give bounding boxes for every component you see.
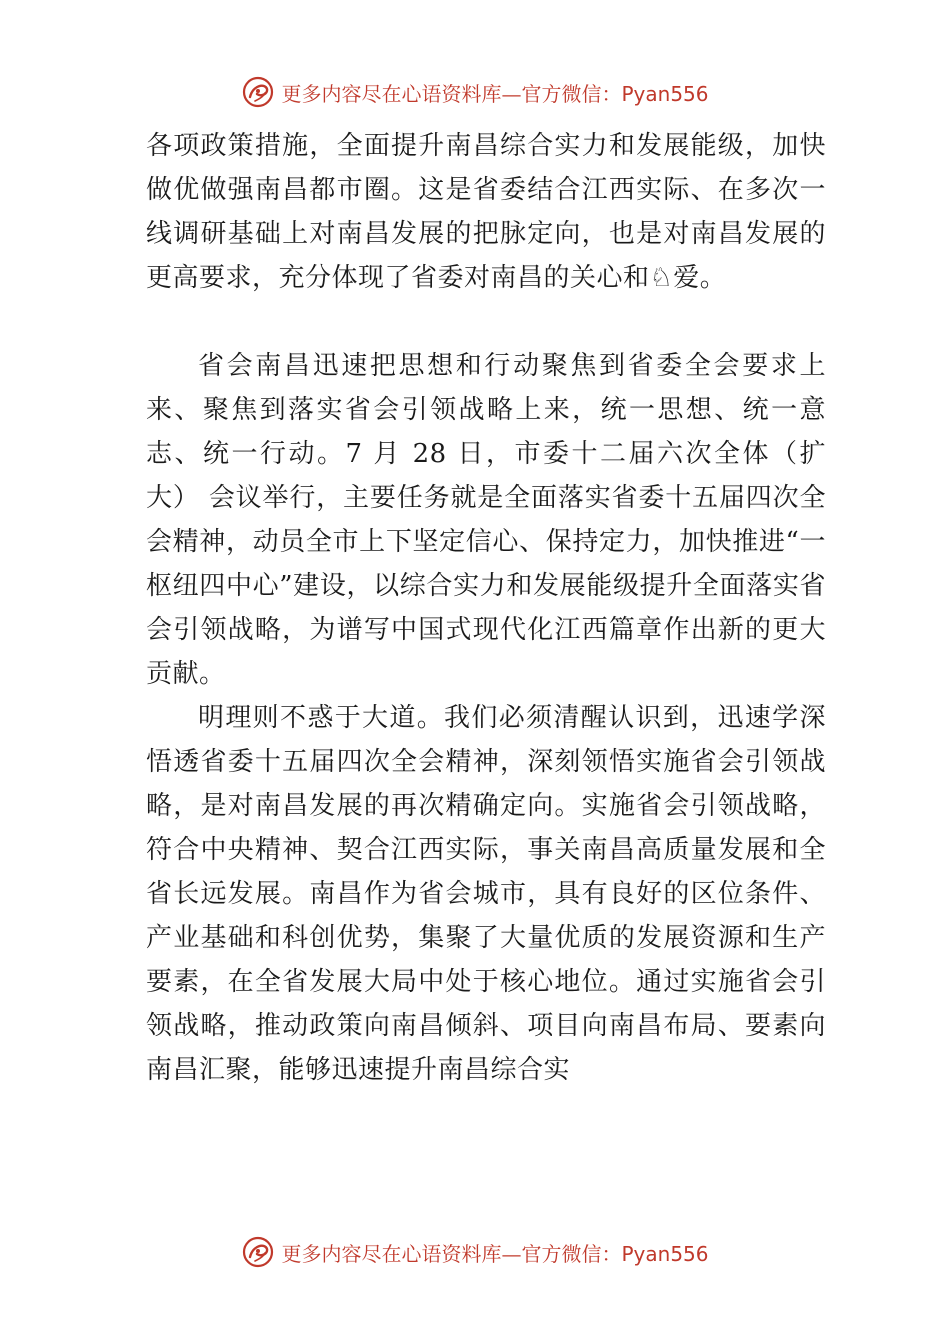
footer-wechat-id: Pyan556 xyxy=(621,1241,709,1266)
swirl-logo-icon xyxy=(241,1235,275,1269)
header-banner-text xyxy=(281,78,708,107)
paragraph-2: 省会南昌迅速把思想和行动聚焦到省委全会要求上来、聚焦到落实省会引领战略上来，统一思想、统一意志、统一行动。7 月 28 日，市委十二届六次全体（扩大） 会议举行，主要任务就是全面落实省委十五届四次全会精神，动员全市上下坚定信心、保持定力，加快推进“一枢纽四中心”建设，以综合实力和发展能级提升全面落实省会引领战略，为谱写中国式现代化江西篇章作出新的更大贡献。 xyxy=(146,351,826,689)
paragraph-1: 各项政策措施，全面提升南昌综合实力和发展能级，加快做优做强南昌都市圈。这是省委结合江西实际、在多次一线调研基础上对南昌发展的把脉定向，也是对南昌发展的更高要求，充分体现了省委对南昌的关心和♘爱。 xyxy=(146,131,826,293)
document-body xyxy=(146,124,826,1092)
swirl-logo-icon xyxy=(241,75,275,109)
footer-watermark-banner xyxy=(0,1230,950,1274)
footer-banner-label: 更多内容尽在心语资料库—官方微信： xyxy=(281,1241,622,1266)
paragraph-gap xyxy=(146,300,826,344)
paragraph-3: 明理则不惑于大道。我们必须清醒认识到，迅速学深悟透省委十五届四次全会精神，深刻领悟实施省会引领战略，是对南昌发展的再次精确定向。实施省会引领战略，符合中央精神、契合江西实际，事关南昌高质量发展和全省长远发展。南昌作为省会城市，具有良好的区位条件、产业基础和科创优势，集聚了大量优质的发展资源和生产要素，在全省发展大局中处于核心地位。通过实施省会引领战略，推动政策向南昌倾斜、项目向南昌布局、要素向南昌汇聚，能够迅速提升南昌综合实 xyxy=(146,703,826,1085)
header-wechat-id: Pyan556 xyxy=(621,81,709,106)
header-banner-label: 更多内容尽在心语资料库—官方微信： xyxy=(281,81,622,106)
footer-banner-text xyxy=(281,1238,708,1267)
header-watermark-banner xyxy=(0,70,950,114)
